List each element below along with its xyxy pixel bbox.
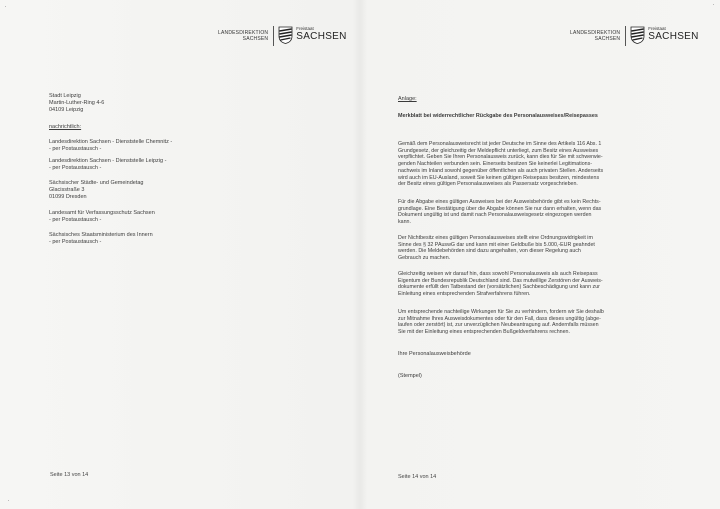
scan-speck: [713, 4, 714, 5]
cc-recipient: [49, 210, 155, 224]
agency-line-1: LANDESDIREKTION: [570, 30, 621, 36]
agency-line-2: SACHSEN: [594, 36, 621, 42]
paragraph: [398, 271, 603, 298]
recipient-line: - per Postaustausch -: [49, 217, 102, 223]
scan-speck: [5, 6, 6, 7]
text-line: zur Mitnahme Ihres Ausweisdokumentes oder für den Fall, dass dieses ungültig (abge-: [398, 315, 601, 322]
recipient-line: - per Postaustausch -: [49, 165, 102, 171]
text-line: werden. Die Meldebehörden sind dazu angehalten, von dieser Regelung auch: [398, 248, 581, 255]
recipient-line: Landesdirektion Sachsen - Dienststelle Chemnitz -: [49, 139, 173, 145]
state-label-big: SACHSEN: [648, 31, 699, 42]
text-line: dokumente erfüllt den Tatbestand der (vorsätzlichen) Sachbeschädigung und kann zur: [398, 284, 600, 291]
recipient-line: Glacisstraße 3: [49, 187, 85, 193]
recipient-line: - per Postaustausch -: [49, 239, 102, 245]
recipient-line: Landesamt für Verfassungsschutz Sachsen: [49, 210, 155, 216]
recipient-line: - per Postaustausch -: [49, 146, 102, 152]
cc-recipient: [49, 232, 153, 246]
text-line: wird auch im EU-Ausland, soweit Sie keinen gültigen Reisepass besitzen, mindestens: [398, 174, 600, 181]
text-line: kann.: [398, 219, 411, 226]
text-line: Gemäß dem Personalausweisrecht ist jeder Deutsche im Sinne des Artikels 116 Abs. 1: [398, 141, 602, 147]
agency-line-1: LANDESDIREKTION: [218, 30, 269, 36]
state-label-small: Freistaat: [296, 26, 314, 31]
text-line: verpflichtet. Geben Sie Ihren Personalausweis zurück, kann dies für Sie mit schwerwie-: [398, 154, 603, 161]
text-line: Einleitung eines entsprechenden Strafverfahrens führen.: [398, 291, 531, 298]
letterhead-logo: [570, 26, 699, 46]
saxony-coat-of-arms-icon: [278, 26, 293, 44]
text-line: laufen oder zerstört) ist, zur unverzüglichen Neubeantragung auf. Andernfalls müssen: [398, 322, 599, 329]
logo-divider: [625, 26, 626, 46]
cc-heading: nachrichtlich:: [49, 124, 82, 130]
saxony-coat-of-arms-icon: [630, 26, 645, 44]
recipient-line: 01099 Dresden: [49, 194, 87, 200]
text-line: genden Nachteilen verbunden sein. Einerseits besitzen Sie keinerlei Legitimations-: [398, 161, 593, 168]
paragraph: [398, 309, 604, 336]
page-number: Seite 13 von 14: [50, 472, 89, 478]
recipient-line: Landesdirektion Sachsen - Dienststelle Leipzig -: [49, 158, 167, 164]
text-line: nachweis im Inland sowohl gegenüber öffentlichen als auch privaten Stellen. Anderseits: [398, 167, 604, 174]
agency-line-2: SACHSEN: [242, 36, 269, 42]
page-14: [360, 0, 720, 509]
text-line: Dokument ungültig ist und damit nach Personalausweisgesetz eingezogen werden: [398, 212, 592, 219]
address-line: 04109 Leipzig: [49, 107, 84, 113]
page-number: Seite 14 von 14: [398, 474, 437, 480]
signature-line: Ihre Personalausweisbehörde: [398, 351, 471, 357]
document-title: Merkblatt bei widerrechtlicher Rückgabe des Personalausweises/Reisepasses: [398, 113, 598, 119]
paragraph: [398, 199, 601, 226]
paragraph: [398, 235, 595, 262]
text-line: der Besitz eines gültigen Personalausweises als Passersatz vorgeschrieben.: [398, 181, 578, 188]
paragraph: [398, 141, 603, 188]
address-line: Martin-Luther-Ring 4-6: [49, 100, 105, 106]
text-line: Eigentum der Bundesrepublik Deutschland sind. Das mutwillige Zerstören der Ausweis-: [398, 277, 603, 284]
text-line: Grundgesetz, der gleichzeitig der Meldepflicht unterliegt, zum Besitz eines Ausweises: [398, 147, 599, 154]
text-line: Für die Abgabe eines gültigen Ausweises bei der Ausweisbehörde gibt es kein Rechts-: [398, 199, 601, 205]
attachment-label: Anlage:: [398, 96, 417, 102]
cc-recipient: [49, 180, 143, 201]
text-line: Sie mit der Einleitung eines entsprechenden Bußgeldverfahrens rechnen.: [398, 329, 570, 336]
recipient-line: Sächsischer Städte- und Gemeindetag: [49, 180, 144, 186]
scan-speck: [8, 500, 9, 501]
agency-name: [218, 26, 273, 42]
cc-recipient: [49, 139, 172, 153]
state-label-small: Freistaat: [648, 26, 666, 31]
stamp-placeholder: (Stempel): [398, 373, 422, 379]
address-line: Stadt Leipzig: [49, 93, 81, 99]
recipient-address: [49, 93, 104, 114]
text-line: Der Nichtbesitz eines gültigen Personalausweises stellt eine Ordnungswidrigkeit im: [398, 235, 593, 241]
text-line: grundlage. Eine Bestätigung über die Abgabe können Sie nur dann erhalten, wenn das: [398, 205, 602, 212]
text-line: Sinne des § 32 PAuswG dar und kann mit einer Geldbuße bis 5.000,-EUR geahndet: [398, 241, 595, 248]
state-name: [296, 26, 346, 42]
text-line: Gleichzeitig weisen wir darauf hin, dass sowohl Personalausweis als auch Reisepass: [398, 271, 598, 277]
state-label-big: SACHSEN: [296, 31, 347, 42]
state-name: [648, 26, 698, 42]
letterhead-logo: [218, 26, 347, 46]
recipient-line: Sächsisches Staatsministerium des Innern: [49, 232, 153, 238]
text-line: Gebrauch zu machen.: [398, 255, 451, 262]
logo-divider: [273, 26, 274, 46]
agency-name: [570, 26, 625, 42]
cc-recipient: [49, 158, 166, 172]
text-line: Um entsprechende nachteilige Wirkungen für Sie zu verhindern, fordern wir Sie deshalb: [398, 309, 604, 315]
